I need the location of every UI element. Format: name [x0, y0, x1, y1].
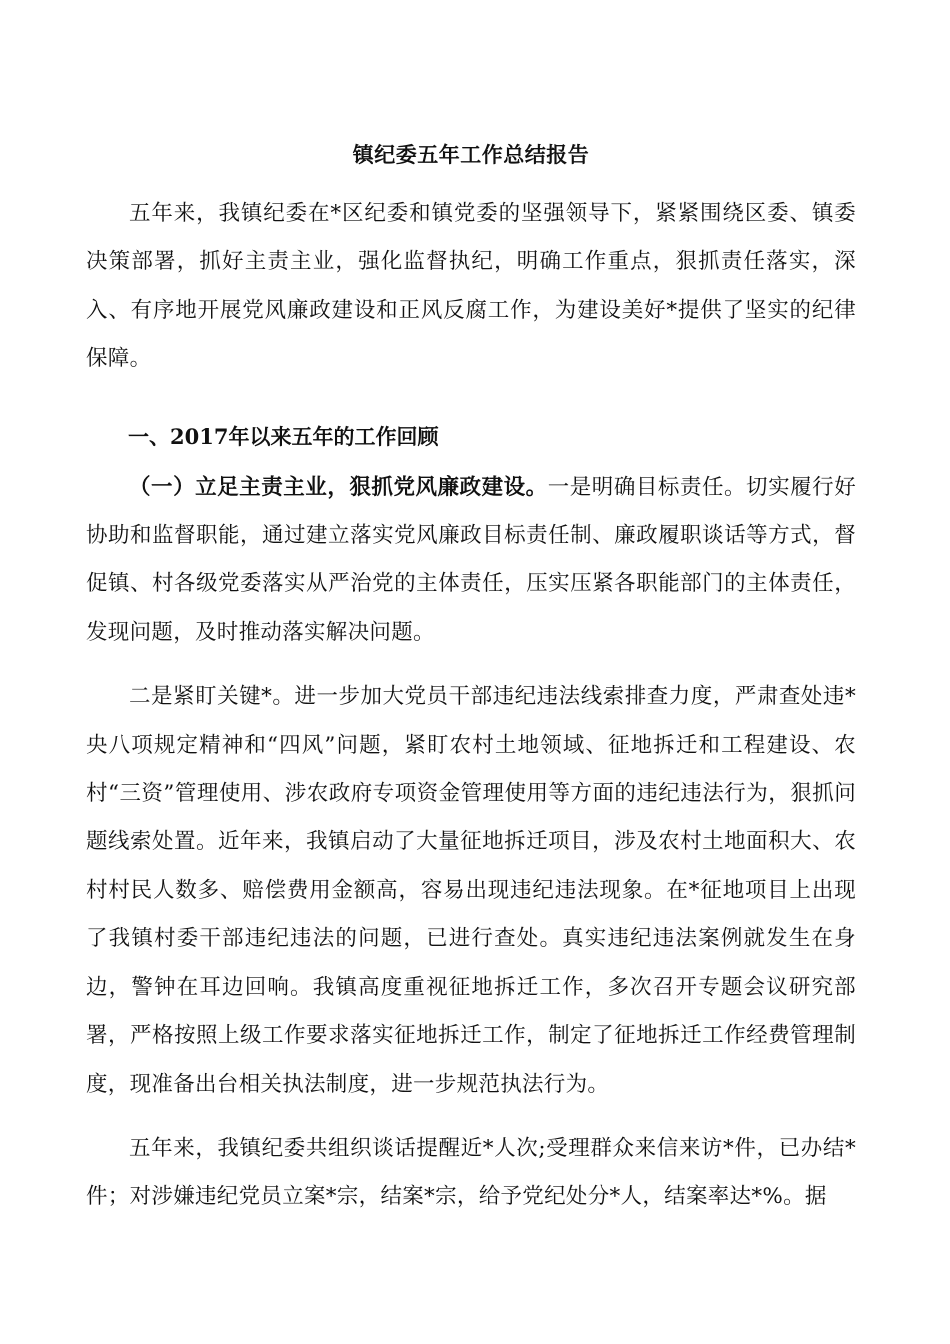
intro-paragraph: 五年来，我镇纪委在*区纪委和镇党委的坚强领导下，紧紧围绕区委、镇委决策部署，抓好主责主业，强化监督执纪，明确工作重点，狠抓责任落实，深入、有序地开展党风廉政建设和正风反腐工作，为建设美好*提供了坚实的纪律保障。 [86, 201, 856, 372]
spacer [86, 384, 856, 404]
document-body [86, 140, 856, 1222]
paragraph-two: 二是紧盯关键*。进一步加大党员干部违纪违法线索排查力度，严肃查处违*央八项规定精神和“四风”问题，紧盯农村土地领域、征地拆迁和工程建设、农村“三资”管理使用、涉农政府专项资金管理使用等方面的违纪违法行为，狠抓问题线索处置。近年来，我镇启动了大量征地拆迁项目，涉及农村土地面积大、农村村民人数多、赔偿费用金额高，容易出现违纪违法现象。在*征地项目上出现了我镇村委干部违纪违法的问题，已进行查处。真实违纪违法案例就发生在身边，警钟在耳边回响。我镇高度重视征地拆迁工作，多次召开专题会议研究部署，严格按照上级工作要求落实征地拆迁工作，制定了征地拆迁工作经费管理制度，现准备出台相关执法制度，进一步规范执法行为。 [86, 684, 856, 1097]
subsection-one-lead: （一）立足主责主业，狠抓党风廉政建设。 [129, 474, 548, 500]
document-title: 镇纪委五年工作总结报告 [352, 142, 590, 167]
paragraph-three: 五年来，我镇纪委共组织谈话提醒近*人次;受理群众来信来访*件，已办结*件；对涉嫌违纪党员立案*宗，结案*宗，给予党纪处分*人，结案率达*%。据 [86, 1135, 856, 1210]
subsection-one-paragraph [86, 464, 856, 658]
section-heading: 一、2017年以来五年的工作回顾 [128, 423, 439, 449]
subsection-one-text: 一是明确目标责任。切实履行好协助和监督职能，通过建立落实党风廉政目标责任制、廉政履职谈话等方式，督促镇、村各级党委落实从严治党的主体责任，压实压紧各职能部门的主体责任，发现问题，及时推动落实解决问题。 [86, 474, 857, 645]
spacer [86, 1109, 856, 1125]
spacer [86, 657, 856, 673]
